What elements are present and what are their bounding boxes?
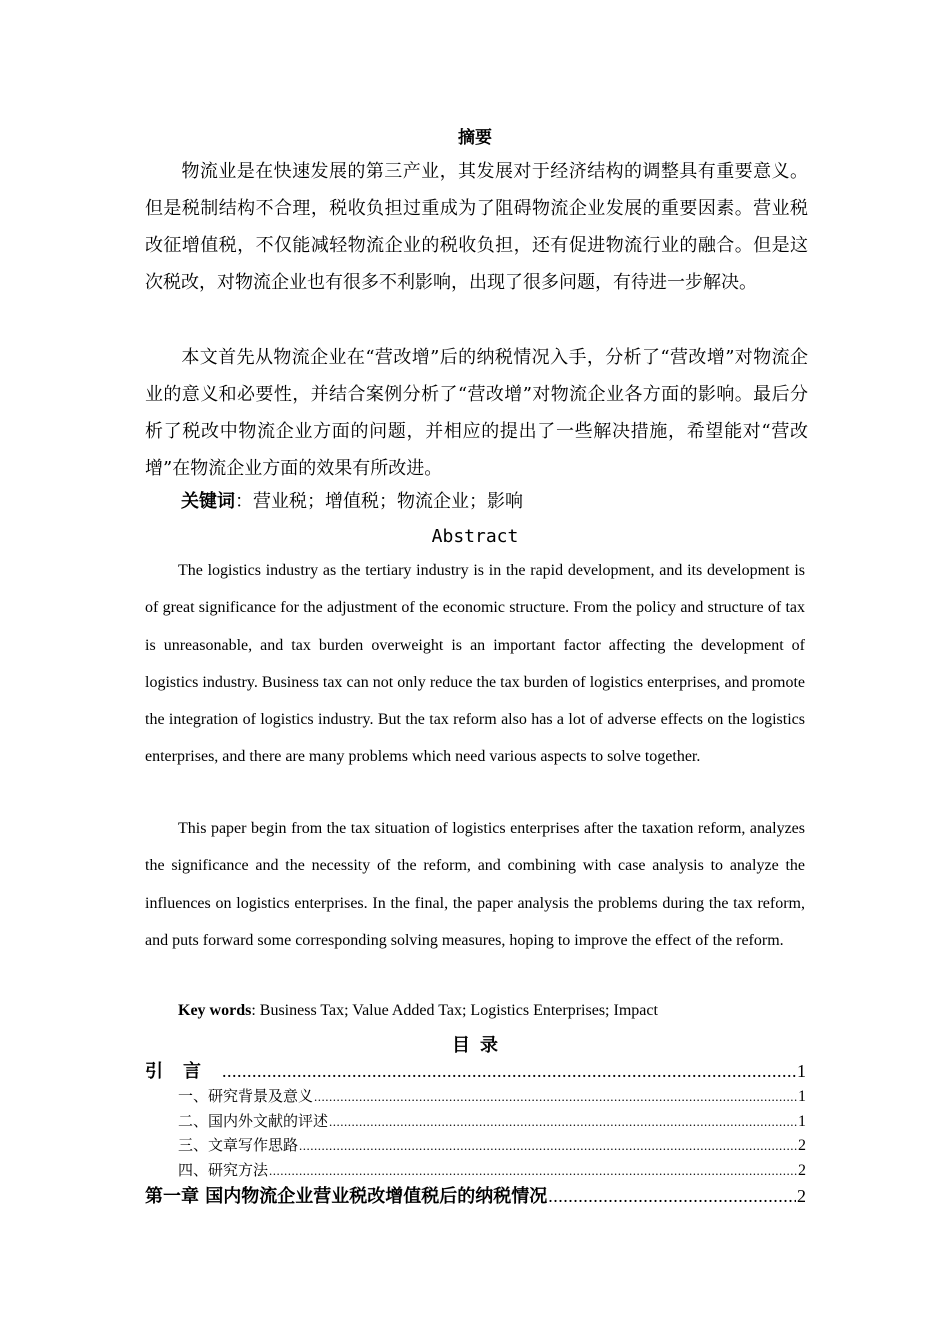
- keywords-en-label: Key words: [178, 1002, 252, 1019]
- toc-entry[interactable]: [145, 1183, 806, 1210]
- toc-entry-text: 二、国内外文献的评述: [178, 1112, 329, 1130]
- toc-entry-page: 1: [798, 1113, 806, 1130]
- abstract-cn-title: 摘要: [458, 128, 492, 148]
- keywords-cn-values: ：营业税；增值税；物流企业；影响: [235, 491, 523, 512]
- toc-entry[interactable]: [178, 1085, 806, 1108]
- toc-entry-page: 1: [797, 1061, 806, 1081]
- abstract-en-paragraph-1-text: The logistics industry as the tertiary industry is in the rapid development, and its development is of great significance for the adjustment of the economic structure. From the policy and structure of tax is unreasonable, and tax burden overweight is an important factor affecting the development of logistics industry. Business tax can not only reduce the tax burden of logistics enterprises, and promote the integration of logistics industry. But the tax reform also has a lot of adverse effects on the logistics enterprises, and there are many problems which need various aspects to solve together.: [145, 562, 805, 766]
- toc-entry-page: 1: [798, 1088, 806, 1105]
- toc-leader-dots: [299, 1135, 797, 1157]
- abstract-en-paragraph-2-text: This paper begin from the tax situation of logistics enterprises after the taxation reform, analyzes the significance and the necessity of the reform, and combining with case analysis to analyze the influences on logistics enterprises. In the final, the paper analysis the problems during the tax reform, and puts forward some corresponding solving measures, hoping to improve the effect of the reform.: [145, 820, 805, 949]
- toc-entry[interactable]: [178, 1134, 806, 1157]
- toc-entry-text: 引言: [145, 1061, 221, 1082]
- toc-title: 目录: [452, 1035, 508, 1056]
- toc-entry-page: 2: [798, 1137, 806, 1154]
- toc-entry-text: 一、研究背景及意义: [178, 1087, 314, 1105]
- toc-leader-dots: [269, 1160, 797, 1182]
- abstract-en-title: Abstract: [431, 526, 519, 547]
- toc-entry[interactable]: [178, 1110, 806, 1133]
- toc-entry-page: 2: [798, 1162, 806, 1179]
- toc-leader-dots: [222, 1058, 796, 1084]
- abstract-cn-paragraph-2: [145, 339, 808, 487]
- toc-leader-dots: [548, 1183, 796, 1209]
- abstract-cn-paragraph-2-text: 本文首先从物流企业在“营改增”后的纳税情况入手，分析了“营改增”对物流企业的意义和必要性，并结合案例分析了“营改增”对物流企业各方面的影响。最后分析了税改中物流企业方面的问题，并相应的提出了一些解决措施，希望能对“营改增”在物流企业方面的效果有所改进。: [145, 347, 808, 479]
- abstract-en-paragraph-2: [145, 810, 805, 959]
- toc-entry-text: 三、文章写作思路: [178, 1136, 299, 1154]
- keywords-en: [178, 999, 658, 1023]
- toc-entry-text: 第一章 国内物流企业营业税改增值税后的纳税情况: [145, 1186, 548, 1207]
- keywords-cn-label: 关键词: [181, 491, 235, 512]
- abstract-cn-paragraph-1: [145, 153, 808, 301]
- toc-entry-page: 2: [797, 1186, 806, 1206]
- toc-leader-dots: [314, 1086, 797, 1108]
- keywords-cn: [181, 488, 523, 516]
- toc-entry[interactable]: [178, 1159, 806, 1182]
- keywords-en-values: : Business Tax; Value Added Tax; Logistics Enterprises; Impact: [251, 1002, 658, 1019]
- abstract-en-paragraph-1: [145, 552, 805, 776]
- abstract-cn-paragraph-1-text: 物流业是在快速发展的第三产业，其发展对于经济结构的调整具有重要意义。但是税制结构不合理，税收负担过重成为了阻碍物流企业发展的重要因素。营业税改征增值税，不仅能减轻物流企业的税收负担，还有促进物流行业的融合。但是这次税改，对物流企业也有很多不利影响，出现了很多问题，有待进一步解决。: [145, 161, 808, 293]
- toc-leader-dots: [329, 1111, 797, 1133]
- toc-entry[interactable]: [145, 1058, 806, 1085]
- toc-entry-text: 四、研究方法: [178, 1161, 269, 1179]
